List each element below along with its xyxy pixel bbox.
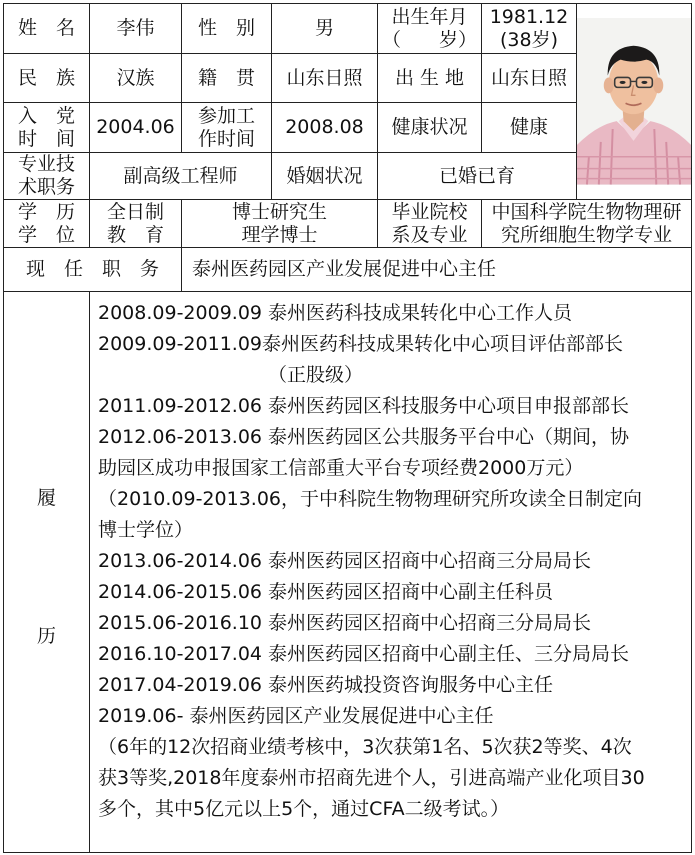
resume-label xyxy=(4,292,90,853)
resume-line: （6年的12次招商业绩考核中，3次获第1名、5次获2等奖、4次 xyxy=(98,736,632,758)
name-label: 姓 名 xyxy=(4,4,90,54)
gender-label: 性 别 xyxy=(182,4,272,54)
resume-line: 获3等奖,2018年度泰州市招商先进个人，引进高端产业化项目30 xyxy=(98,767,645,789)
degree-value: 博士研究生 理学博士 xyxy=(182,200,378,248)
birthplace-label: 出 生 地 xyxy=(378,54,482,103)
ethnicity-value: 汉族 xyxy=(90,54,182,103)
party-value: 2004.06 xyxy=(90,103,182,153)
school-label: 毕业院校 系及专业 xyxy=(378,200,482,248)
fulltime-label: 全日制 教 育 xyxy=(90,200,182,248)
edu-label: 学 历 学 位 xyxy=(4,200,90,248)
work-label: 参加工 作时间 xyxy=(182,103,272,153)
ethnicity-label: 民 族 xyxy=(4,54,90,103)
resume-line: 2011.09-2012.06 泰州医药园区科技服务中心项目申报部部长 xyxy=(98,395,630,417)
resume-line: 博士学位） xyxy=(98,519,194,541)
position-value: 泰州医药园区产业发展促进中心主任 xyxy=(182,248,692,292)
resume-content xyxy=(90,292,692,853)
resume-line: 助园区成功申报国家工信部重大平台专项经费2000万元） xyxy=(98,457,584,479)
resume-line: 2019.06- 泰州医药园区产业发展促进中心主任 xyxy=(98,705,494,727)
party-label: 入 党 时 间 xyxy=(4,103,90,153)
photo-cell xyxy=(577,4,692,200)
birthplace-value: 山东日照 xyxy=(482,54,577,103)
resume-line: 2016.10-2017.04 泰州医药园区招商中心副主任、三分局局长 xyxy=(98,643,630,665)
resume-line: 2017.04-2019.06 泰州医药城投资咨询服务中心主任 xyxy=(98,674,554,696)
origin-label: 籍 贯 xyxy=(182,54,272,103)
health-value: 健康 xyxy=(482,103,577,153)
title-label: 专业技 术职务 xyxy=(4,153,90,200)
origin-value: 山东日照 xyxy=(272,54,378,103)
resume-line: （2010.09-2013.06，于中科院生物物理研究所攻读全日制定向 xyxy=(98,488,642,510)
resume-line: （正股级） xyxy=(268,364,364,386)
work-value: 2008.08 xyxy=(272,103,378,153)
resume-line: 多个，其中5亿元以上5个，通过CFA二级考试。） xyxy=(98,798,510,820)
birth-value: 1981.12 (38岁) xyxy=(482,4,577,54)
resume-line: 2008.09-2009.09 泰州医药科技成果转化中心工作人员 xyxy=(98,302,573,324)
birth-label: 出生年月 （ 岁） xyxy=(378,4,482,54)
marital-value: 已婚已育 xyxy=(378,153,577,200)
resume-lines xyxy=(98,298,683,825)
resume-label-top: 履 xyxy=(36,487,56,509)
resume-line: 2012.06-2013.06 泰州医药园区公共服务平台中心（期间，协 xyxy=(98,426,630,448)
resume-line: 2015.06-2016.10 泰州医药园区招商中心招商三分局局长 xyxy=(98,612,592,634)
position-label: 现 任 职 务 xyxy=(4,248,182,292)
marital-label: 婚姻状况 xyxy=(272,153,378,200)
resume-label-bottom: 历 xyxy=(36,625,56,647)
profile-table xyxy=(3,3,692,853)
resume-line: 2013.06-2014.06 泰州医药园区招商中心招商三分局局长 xyxy=(98,550,592,572)
gender-value: 男 xyxy=(272,4,378,54)
school-value: 中国科学院生物物理研 究所细胞生物学专业 xyxy=(482,200,692,248)
name-value: 李伟 xyxy=(90,4,182,54)
title-value: 副高级工程师 xyxy=(90,153,272,200)
avatar xyxy=(577,18,691,185)
resume-line: 2009.09-2011.09泰州医药科技成果转化中心项目评估部部长 xyxy=(98,333,623,355)
resume-line: 2014.06-2015.06 泰州医药园区招商中心副主任科员 xyxy=(98,581,554,603)
health-label: 健康状况 xyxy=(378,103,482,153)
